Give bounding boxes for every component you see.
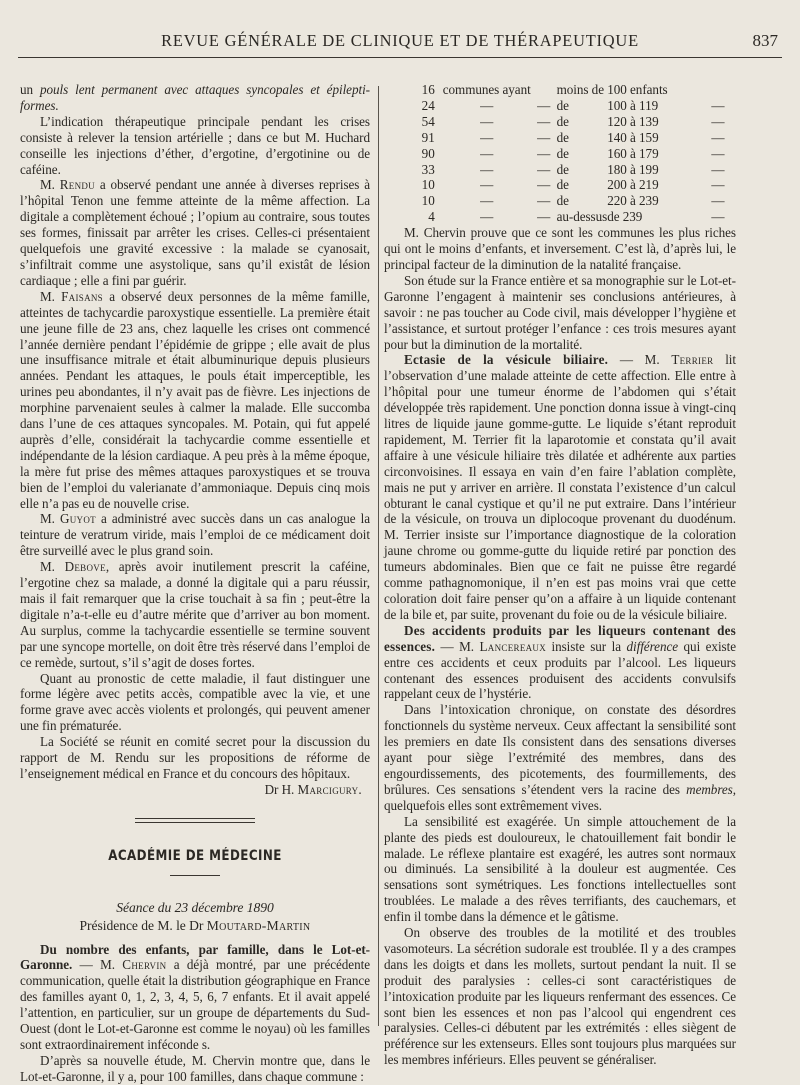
table-cell-d1: — <box>480 161 494 177</box>
column-separator <box>378 86 379 1026</box>
paragraph: On observe des troubles de la motilité et des troubles vasomoteurs. La sécrétion sudorale est troublée. Il y a des crampes dans les doigts et dans les mollets, surtout pendant la nuit. Il se produit des paralysies : celles-ci sont caractéristiques de l’intoxication produite par les liqueurs renfermant des essences. Ce sont bien les essences et non pas l’alcool qui engendrent ces paralysies. Celles-ci débutent par les extrémités : elles siègent de préférence sur les extenseurs. Elles sont toujours plus marquées sur les membres inférieurs. Elles peuvent se généraliser. <box>384 925 736 1068</box>
table-cell-d3: — <box>711 209 725 225</box>
author-name: Marcigury. <box>297 781 362 797</box>
paragraph <box>20 289 370 512</box>
table-cell-range: 160 à 179 <box>607 145 659 161</box>
table-cell-d1: — <box>480 177 494 193</box>
paragraph: La Société se réunit en comité secret pour la discussion du rapport de M. Rendu sur les propositions de réforme de l’enseignement médical en France et du concours des hôpitaux. <box>20 734 370 781</box>
paragraph: Quant au pronostic de cette maladie, il faut distinguer une forme légère avec petits accès, compatible avec la vie, et une forme grave avec accès violents et prolongés, qui peuvent amener une fin prématurée. <box>20 670 370 734</box>
table-row <box>414 98 736 114</box>
table-cell-d1: — <box>480 129 494 145</box>
paragraph-text: M. <box>40 511 60 527</box>
table-cell-d3 <box>700 82 736 98</box>
paragraph <box>20 559 370 670</box>
paragraph-text: Dans l’intoxication chronique, on constate des désordres fonctionnels du système nerveux. Ceux affectant la sensibilité sont les premiers en date Ils consistent dans des sensations diverses ayant pour siège l’extrémité des membres, dans des engourdissements, des picotements, des fourmillements, des brûlures. Ces sensations s’étendent vers la racine des <box>384 702 736 797</box>
section-divider <box>135 818 255 823</box>
person-name: Lancereaux <box>479 638 547 654</box>
paragraph <box>20 511 370 559</box>
paragraph-text: — M. <box>435 638 480 654</box>
paragraph-text: lit l’observation d’une malade atteinte de cette affection. Elle entre à l’hôpital pour une tumeur énorme de l’abdomen qui s’était développée très rapidement. Une ponction donna issue à vingt-cinq litres de liquide jaune gomme-gutte. Le liquide s’étant reproduit rapidement, M. Terrier fit la laparotomie et constata qu’il avait affaire à une vésicule hiliaire très dilatée et adhérente aux parties circonvoisines. Il essaya en vain d’en faire l’ablation complète, mais ne put y arriver en arrière. Il constata l’existence d’un calcul obturant le canal cystique et qu’il ne put extraire. Dans l’intérieur de la vésicule, on trouva un diplocoque provenant du duodénum. M. Terrier insiste sur l’importance diagnostique de la coloration jaune chrome ou gomme-gutte du liquide retiré par ponction des tumeurs abdominales. Bien que ce fait ne puisse être regardé comme pathagnomonique, il n’en est pas moins vrai que cette coloration doit faire penser qu’on a affaire à un liquide contenant de la bile et, par suite, provenant du foie ou de la vésicule biliaire. <box>384 352 737 622</box>
paragraph <box>20 177 370 288</box>
paragraph-text: insiste sur la <box>546 638 627 654</box>
table-cell-count: 90 <box>421 145 435 161</box>
table-row <box>414 177 736 193</box>
table-cell-de: de <box>556 113 569 129</box>
table-cell-range: 200 à 219 <box>607 177 659 193</box>
table-cell-count: 54 <box>421 113 435 129</box>
table-row <box>414 146 736 162</box>
paragraph <box>384 702 736 813</box>
table-cell-d1: — <box>480 193 494 209</box>
signature <box>20 782 370 798</box>
table-cell-count: 91 <box>421 129 435 145</box>
paragraph: La sensibilité est exagérée. Un simple attouchement de la plante des pieds est douloureux, le chatouillement fait bondir le malade. Le réflexe plantaire est exagéré, les autres sont normaux ou diminués. La sensibilité à la douleur est augmentée. Ces sensations sont symétriques. Les fonctions intellectuelles sont troublées. Le malade a des rêves terrifiants, des cauchemars, et enfin il tombe dans la démence et le gâtisme. <box>384 813 736 925</box>
table-cell-d1: — <box>480 97 494 113</box>
header-rule <box>18 57 782 58</box>
paragraph-text: M. <box>40 177 60 193</box>
meeting-chair <box>20 918 370 934</box>
table-cell-d2: — <box>537 113 551 129</box>
table-cell-d3: — <box>711 97 725 113</box>
running-header <box>0 29 800 55</box>
table-row <box>414 193 736 209</box>
table-cell-de: de <box>556 193 569 209</box>
table-cell-d2: — <box>537 129 551 145</box>
table-cell-d1: — <box>480 113 494 129</box>
paragraph: Son étude sur la France entière et sa monographie sur le Lot-et-Garonne l’engagent à maintenir ses conclusions antérieures, à savoir : ne pas toucher au Code civil, mais développer l’hygiène et l’assistance, et surtout protéger l’enfance : ces trois mesures ayant pour but la diminution de la mortalité. <box>384 272 736 352</box>
table-cell-d2: — <box>537 161 551 177</box>
paragraph-text: a observé deux personnes de la même famille, atteintes de tachycardie paroxystique essentielle. La première était une jeune fille de 23 ans, chez laquelle les crises ont commencé l’année dernière pendant l’épidémie de grippe ; elle avait de plus une insuffisance mitrale et était albuminurique depuis plusieurs années. Pendant les attaques, le pouls était imperceptible, les urines peu abondantes, il n’y avait pas de fièvre. Les injections de morphine parvenaient seules à calmer la malade. Elle succomba dans l’une de ces attaques syncopales. M. Potain, qui fut appelé auprès d’elle, considérait la tachycardie comme essentielle et indépendante de la lésion cardiaque. A peu près à la même époque, la mère fut prise des mêmes attaques paroxystiques et se trouva bien de l’emploi du valerianate d’ammoniaque. Depuis cinq mois elle n’a pas eu de nouvelle crise. <box>20 288 370 511</box>
table-cell-count: 10 <box>421 177 435 193</box>
paragraph-text: a observé pendant une année à diverses reprises à l’hôpital Tenon une femme atteinte de la même affection. La digitale a complètement échoué ; l’opium au contraire, sous toutes ses formes, finissait par arrêter les crises. Celles-ci présentaient quelquefois une gravité excessive : la malade se cyanosait, s’infiltrait comme une asystolique, sans qu’il existât de lésion cardiaque ; elle a fini par guérir. <box>20 177 370 288</box>
table-cell-d3: — <box>711 193 725 209</box>
table-cell-d3: — <box>711 145 725 161</box>
subsection-heading: Du nombre des enfants, par famille, dans le Lot-et-Garonne. <box>20 941 370 973</box>
table-cell-range: 120 à 139 <box>607 113 659 129</box>
paragraph <box>20 942 370 1053</box>
italic-text: pouls lent permanent avec attaques syncopales et épilepti-formes. <box>20 82 371 113</box>
paragraph-text: — M. <box>72 957 123 973</box>
journal-title: REVUE GÉNÉRALE DE CLINIQUE ET DE THÉRAPEUTIQUE <box>161 31 639 50</box>
person-name: Faisans <box>61 288 103 304</box>
italic-text: membres <box>686 781 733 797</box>
chair-prefix: Présidence de M. le Dr <box>79 917 207 933</box>
table-cell-de: de <box>556 129 569 145</box>
table-cell-d3: — <box>711 177 725 193</box>
table-cell-range: 180 à 199 <box>607 161 659 177</box>
italic-text: différence <box>626 638 679 654</box>
meeting-date: Séance du 23 décembre 1890 <box>116 899 274 915</box>
table-cell-d1: communes ayant <box>442 82 531 97</box>
table-cell-de: de <box>556 161 569 177</box>
table-cell-count: 16 <box>421 82 435 97</box>
table-cell-de: de <box>556 145 569 161</box>
paragraph: D’après sa nouvelle étude, M. Chervin montre que, dans le Lot-et-Garonne, il y a, pour 100 familles, dans chaque commune : <box>20 1052 370 1084</box>
table-cell-count: 4 <box>428 209 435 225</box>
paragraph-text: a administré avec succès dans un cas analogue la teinture de veratrum viride, mais l’emploi de ce médicament doit être surveillé avec le plus grand soin. <box>20 511 371 559</box>
table-cell-de: au-dessus <box>556 209 608 225</box>
paragraph-text: , quelquefois elles sont extrêmement vives. <box>384 781 736 813</box>
table-cell-d1: — <box>480 145 494 161</box>
table-cell-d2: — <box>537 145 551 161</box>
paragraph-text: , après avoir inutilement prescrit la caféine, l’ergotine chez sa malade, a donné la digitale qui a paru réussir, mais il fait remarquer que la crise touchait à sa fin ; peut-être la digitale n’a-t-elle eu d’autre mérite que d’arriver au bon moment. Au surplus, comme la tachycardie essentielle se termine souvent par une syncope mortelle, on doit être très réservé dans l’emploi de ce remède, surtout, s’il s’agit de doses fortes. <box>20 559 371 670</box>
person-name: Terrier <box>671 352 714 368</box>
table-cell-count: 24 <box>421 97 435 113</box>
paragraph <box>384 623 736 703</box>
table-row <box>414 130 736 146</box>
table-cell-de: de <box>556 97 569 113</box>
page-number: 837 <box>752 31 778 50</box>
table-cell-d2: — <box>537 97 551 113</box>
paragraph-text: un <box>20 82 40 97</box>
table-cell-de: moins de <box>556 82 604 97</box>
table-cell-range: de 239 <box>607 209 643 225</box>
statistics-table <box>414 82 736 225</box>
paragraph-text: — M. <box>608 352 672 368</box>
paragraph-text: M. <box>40 288 62 304</box>
table-cell-range: 100 à 119 <box>607 97 659 113</box>
paragraph: L’indication thérapeutique principale pendant les crises consiste à relever la tension artérielle ; dans ce but M. Huchard conseille les injections d’éther, d’ergotine, d’ergotinine ou de caféine. <box>20 113 370 177</box>
statistics-table-body <box>414 82 736 225</box>
table-cell-d2 <box>531 82 557 98</box>
table-row <box>414 209 736 225</box>
table-row <box>414 114 736 130</box>
table-cell-d2: — <box>537 209 551 225</box>
paragraph-continuation <box>20 82 370 114</box>
paragraph-text: a déjà montré, par une précédente communication, quelle était la distribution géographique en France des familles ayant 0, 1, 2, 3, 4, 5, 6, 7 enfants. Et il avait appelé l’attention, en particulier, sur un groupe de départements du Sud-Ouest (dont le Lot-et-Garonne est comme le noyau) où les familles sont extraordinairement inféconde s. <box>20 957 370 1052</box>
signature-prefix: Dr H. <box>264 781 298 797</box>
section-title: ACADÉMIE DE MÉDECINE <box>108 847 282 864</box>
table-cell-d1: — <box>480 209 494 225</box>
left-column <box>20 82 370 1085</box>
table-cell-d3: — <box>711 113 725 129</box>
paragraph <box>384 352 736 622</box>
table-cell-range: 140 à 159 <box>607 129 659 145</box>
table-cell-d2: — <box>537 193 551 209</box>
title-underline <box>170 875 220 876</box>
subsection-heading: Ectasie de la vésicule biliaire. <box>404 352 609 368</box>
table-cell-d3: — <box>711 161 725 177</box>
table-row <box>414 82 736 98</box>
subsection-heading: Des accidents produits par les liqueurs contenant des essences. <box>384 622 736 654</box>
table-cell-de: de <box>556 177 569 193</box>
table-cell-count: 33 <box>421 161 435 177</box>
table-cell-range: 220 à 239 <box>607 193 659 209</box>
person-name: Debove <box>64 559 106 575</box>
table-cell-range: 100 enfants <box>607 82 668 97</box>
person-name: Rendu <box>59 177 95 193</box>
table-row <box>414 162 736 178</box>
paragraph-text: qui existe entre ces accidents et ceux produits par l’alcool. Les liqueurs contenant des essences produisent des accidents convulsifs rappelant ceux de l’hystérie. <box>384 638 737 702</box>
person-name: Chervin <box>122 957 167 973</box>
chair-name: Moutard-Martin <box>206 917 311 933</box>
paragraph: M. Chervin prouve que ce sont les communes les plus riches qui ont le moins d’enfants, et inversement. C’est là, d’après lui, le principal facteur de la diminution de la natalité française. <box>384 225 736 272</box>
table-cell-count: 10 <box>421 193 435 209</box>
right-column <box>384 82 736 1068</box>
paragraph-text: M. <box>40 559 65 575</box>
table-cell-d3: — <box>711 129 725 145</box>
person-name: Guyot <box>59 511 96 527</box>
table-cell-d2: — <box>537 177 551 193</box>
